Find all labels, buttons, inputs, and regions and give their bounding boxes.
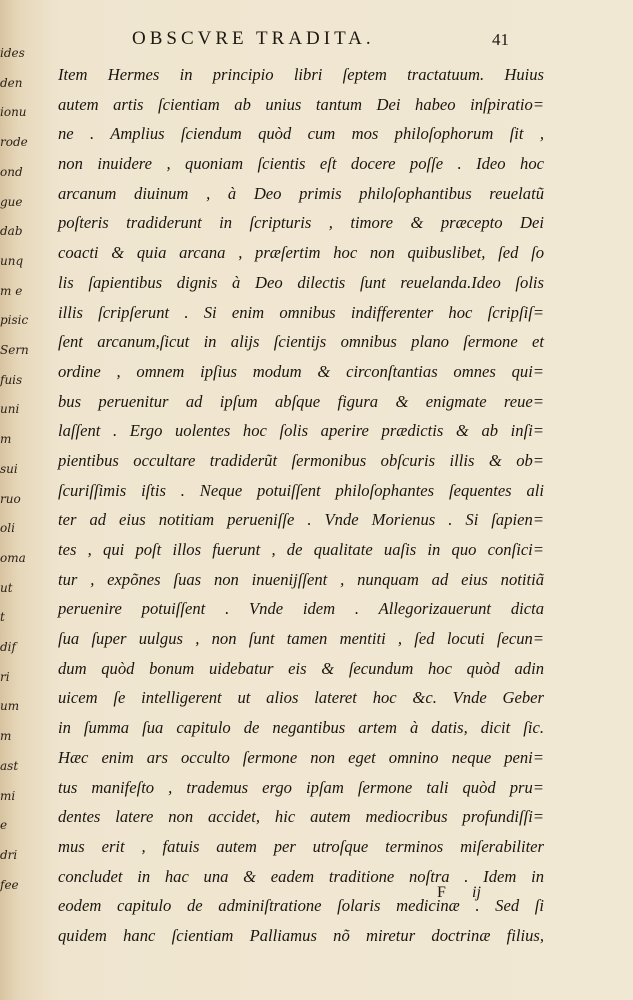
catchword: ij xyxy=(472,884,481,901)
text-line: ſcuriſſimis iſtis . Neque potuiſſent philoſophantes ſequentes ali xyxy=(58,480,544,500)
margin-fragment: ruo xyxy=(0,491,21,506)
text-line: ne . Amplius ſciendum quòd cum mos philoſophorum ſit , xyxy=(58,124,544,144)
text-line: illis ſcripſerunt . Si enim omnibus indifferenter hoc ſcripſiſ= xyxy=(58,302,544,322)
text-line: bus peruenitur ad ipſum abſque figura & enigmate reue= xyxy=(58,391,544,411)
margin-fragment: den xyxy=(0,75,23,90)
margin-fragment: mi xyxy=(0,788,16,803)
margin-fragment: ond xyxy=(0,164,23,179)
text-line: uicem ſe intelligerent ut alios lateret hoc &c. Vnde Geber xyxy=(58,688,544,708)
margin-fragment: oma xyxy=(0,550,26,565)
running-head: OBSCVRE TRADITA. xyxy=(132,28,375,49)
margin-fragment: ionu xyxy=(0,105,27,120)
margin-fragment: m xyxy=(0,432,12,447)
text-line: eodem capitulo de adminiſtratione ſolaris medicinæ . Sed ſi xyxy=(58,896,544,916)
margin-fragment: t xyxy=(0,610,5,625)
margin-fragment: ut xyxy=(0,580,13,595)
margin-fragment: m xyxy=(0,729,12,744)
margin-fragment: gue xyxy=(0,194,23,209)
page-footer xyxy=(0,884,633,908)
margin-fragment: pisic xyxy=(0,313,29,328)
text-line: dentes latere non accidet, hic autem mediocribus profundiſſi= xyxy=(58,807,544,827)
text-line: Hæc enim ars occulto ſermone non eget omnino neque peni= xyxy=(58,747,544,767)
text-line: autem artis ſcientiam ab unius tantum Dei habeo inſpiratio= xyxy=(58,94,544,114)
text-line: dum quòd bonum uidebatur eis & ſecundum hoc quòd adin xyxy=(58,658,544,678)
margin-fragment: oli xyxy=(0,521,15,536)
page-header xyxy=(0,28,633,54)
signature-mark: F xyxy=(437,884,446,901)
margin-fragment: unq xyxy=(0,253,24,268)
text-line: Item Hermes in principio libri ſeptem tractatuum. Huius xyxy=(58,65,544,84)
text-line: concludet in hac una & eadem traditione noſtra . Idem in xyxy=(58,866,544,886)
text-line: ſua ſuper uulgus , non ſunt tamen mentiti , ſed locuti ſecun= xyxy=(58,629,544,649)
margin-fragment: dab xyxy=(0,224,23,239)
text-line: arcanum diuinum , à Deo primis philoſophantibus reuelatũ xyxy=(58,183,544,203)
margin-fragment: um xyxy=(0,699,20,714)
margin-fragment: dif xyxy=(0,640,16,654)
text-line: peruenire potuiſſent . Vnde idem . Allegorizauerunt dicta xyxy=(58,599,544,619)
text-body xyxy=(58,60,544,951)
margin-fragment: e xyxy=(0,818,8,833)
margin-fragment: m e xyxy=(0,283,23,298)
margin-fragment: fee xyxy=(0,877,19,892)
margin-fragment: sui xyxy=(0,461,18,476)
text-line: mus erit , fatuis autem per utroſque terminos miſerabiliter xyxy=(58,836,544,856)
margin-fragment: fuis xyxy=(0,372,23,387)
margin-fragment: uni xyxy=(0,402,20,417)
text-line: tes , qui poſt illos fuerunt , de qualitate uaſis in quo conſici= xyxy=(58,540,544,559)
margin-fragment: ides xyxy=(0,46,25,60)
text-line: tus manifeſto , trademus ergo ipſam ſermone tali quòd pru= xyxy=(58,777,544,797)
page-number: 41 xyxy=(492,30,509,49)
text-line: pientibus occultare tradiderũt ſermonibus obſcuris illis & ob= xyxy=(58,450,544,470)
margin-fragment: Sern xyxy=(0,343,29,357)
text-line: lis ſapientibus dignis à Deo dilectis ſunt reuelanda.Ideo ſolis xyxy=(58,272,544,292)
margin-fragment: ast xyxy=(0,758,19,773)
text-line: in ſumma ſua capitulo de negantibus artem à datis, dicit ſic. xyxy=(58,718,544,738)
text-line: ſent arcanum,ſicut in alijs ſcientijs omnibus plano ſermone et xyxy=(58,332,544,352)
text-line: laſſent . Ergo uolentes hoc ſolis aperire prædictis & ab inſi= xyxy=(58,421,544,441)
text-line: quidem hanc ſcientiam Palliamus nõ miretur doctrinæ filius, xyxy=(58,925,544,945)
margin-fragment: ri xyxy=(0,669,10,684)
text-line: ter ad eius notitiam perueniſſe . Vnde Morienus . Si ſapien= xyxy=(58,510,544,530)
margin-fragment: dri xyxy=(0,847,18,862)
text-line: tur , expõnes ſuas non inuenijſſent , nunquam ad eius notitiã xyxy=(58,569,544,589)
text-line: poſteris tradiderunt in ſcripturis , timore & præcepto Dei xyxy=(58,213,544,233)
facing-page-margin xyxy=(0,40,29,900)
text-line: coacti & quia arcana , præſertim hoc non quibuslibet, ſed ſo xyxy=(58,243,544,263)
text-line: non inuidere , quoniam ſcientis eſt docere poſſe . Ideo hoc xyxy=(58,154,544,174)
text-line: ordine , omnem ipſius modum & circonſtantias omnes qui= xyxy=(58,361,544,381)
margin-fragment: rode xyxy=(0,135,28,150)
